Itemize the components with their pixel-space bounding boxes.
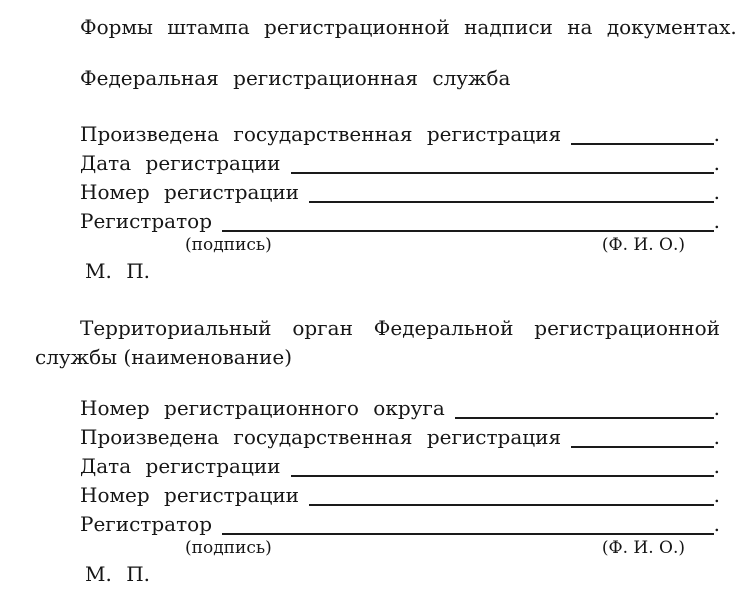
field-blank-line: [309, 201, 714, 203]
registration-field-row: [80, 481, 720, 510]
field-label: Номер регистрации: [80, 483, 299, 507]
field-blank-line: [222, 230, 714, 232]
field-blank-line: [571, 446, 714, 448]
field-label: Регистратор: [80, 209, 213, 233]
stamp-abbreviation: М. П.: [85, 562, 150, 586]
field-blank-line: [222, 533, 714, 535]
field-period: .: [713, 483, 720, 507]
registration-field-row: [80, 452, 720, 481]
registration-field-row: [80, 120, 720, 149]
signature-caption: (подпись): [185, 235, 272, 255]
field-period: .: [713, 396, 720, 420]
field-label: Произведена государственная регистрация: [80, 122, 562, 146]
field-blank-line: [309, 504, 714, 506]
field-period: .: [713, 180, 720, 204]
registration-field-row: [80, 178, 720, 207]
federal-stamp-form: [35, 64, 720, 286]
registration-field-row: [80, 207, 720, 236]
field-label: Регистратор: [80, 512, 213, 536]
territorial-heading-line2: службы (наименование): [35, 345, 293, 369]
captions-row: [185, 539, 685, 557]
name-caption: (Ф. И. О.): [601, 235, 685, 255]
field-period: .: [713, 151, 720, 175]
field-label: Дата регистрации: [80, 454, 281, 478]
field-period: .: [713, 122, 720, 146]
name-caption: (Ф. И. О.): [601, 538, 685, 558]
field-blank-line: [291, 475, 714, 477]
page-title: Формы штампа регистрационной надписи на документах.: [80, 15, 737, 39]
field-label: Номер регистрации: [80, 180, 299, 204]
field-blank-line: [455, 417, 714, 419]
field-period: .: [713, 209, 720, 233]
field-period: .: [713, 425, 720, 449]
signature-caption: (подпись): [185, 538, 272, 558]
field-blank-line: [291, 172, 714, 174]
field-label: Произведена государственная регистрация: [80, 425, 562, 449]
registration-field-row: [80, 510, 720, 539]
registration-field-row: [80, 423, 720, 452]
registration-field-row: [80, 394, 720, 423]
federal-fields: [35, 120, 720, 236]
federal-section-heading: Федеральная регистрационная служба: [80, 66, 511, 90]
registration-field-row: [80, 149, 720, 178]
territorial-stamp-form: [35, 314, 720, 589]
field-blank-line: [571, 143, 714, 145]
captions-row: [185, 236, 685, 254]
territorial-fields: [35, 394, 720, 539]
field-label: Дата регистрации: [80, 151, 281, 175]
territorial-section-heading: [35, 314, 720, 372]
field-period: .: [713, 512, 720, 536]
stamp-abbreviation: М. П.: [85, 259, 150, 283]
field-period: .: [713, 454, 720, 478]
field-label: Номер регистрационного округа: [80, 396, 445, 420]
territorial-heading-line1: Территориальный орган Федеральной регистрационной: [80, 316, 720, 340]
